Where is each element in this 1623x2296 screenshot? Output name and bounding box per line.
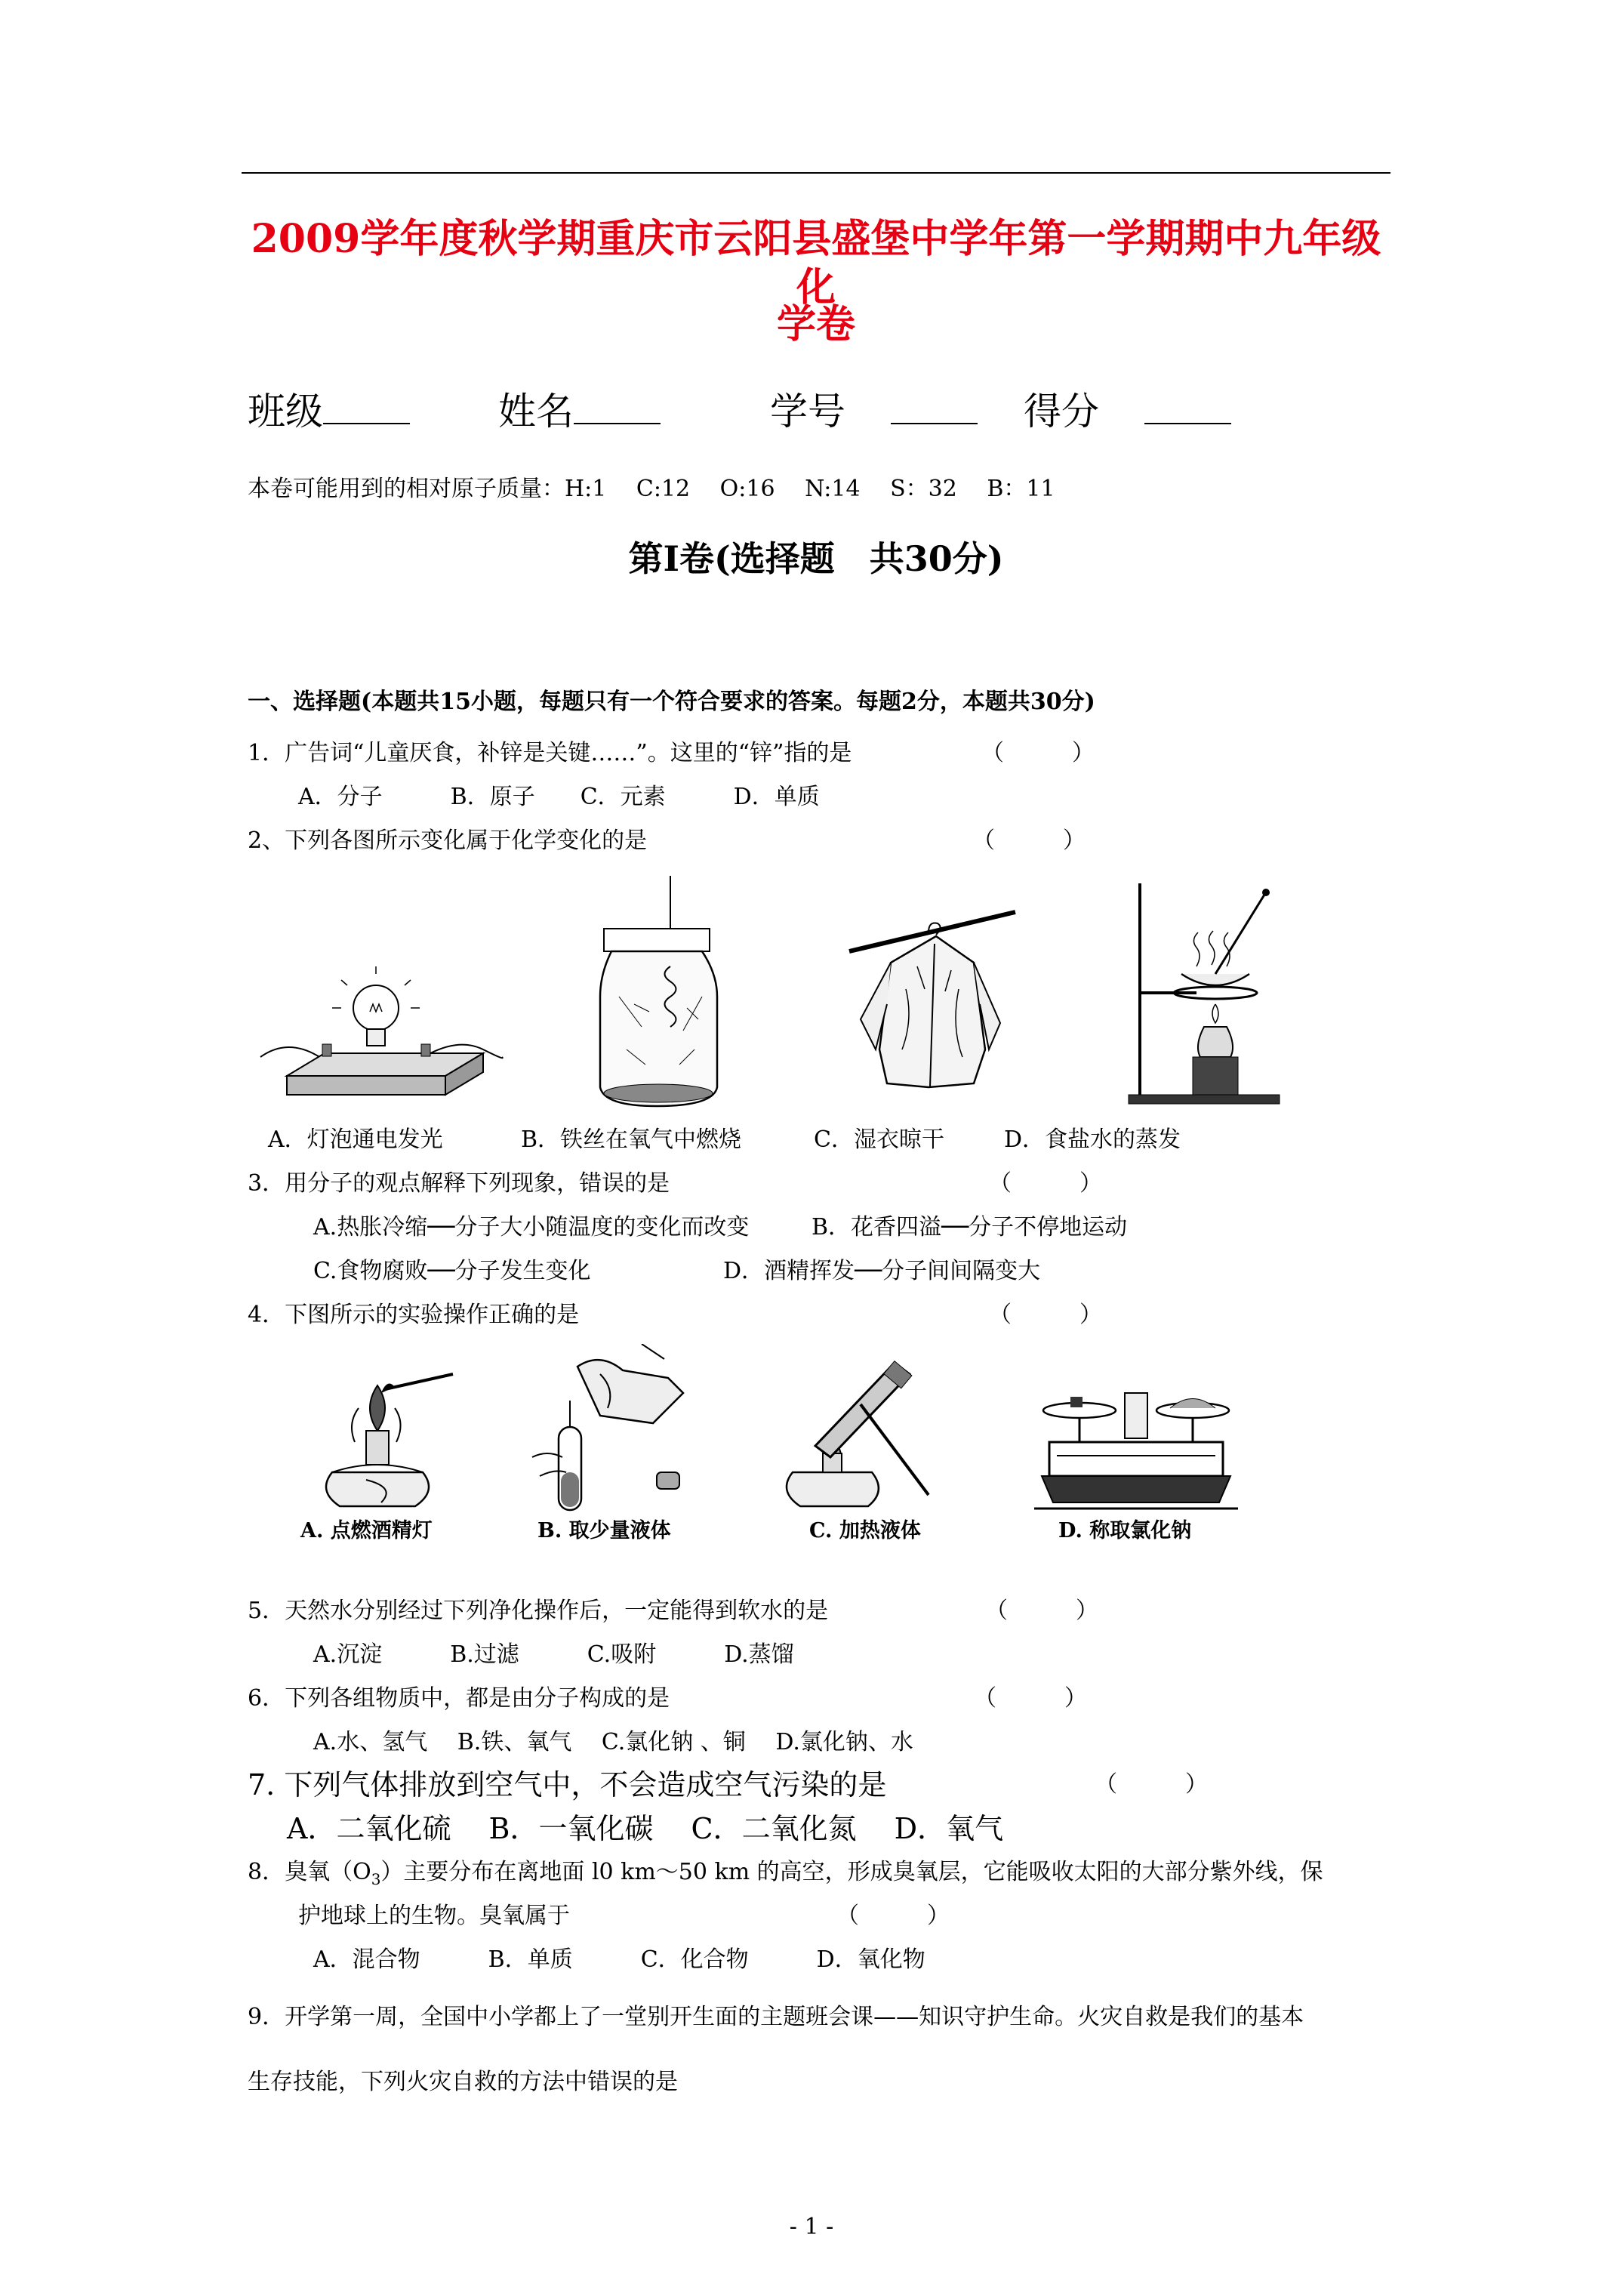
id-field: 学号 bbox=[770, 385, 978, 438]
q6-options: A.水、氢气 B.铁、氧气 C.氯化钠 、铜 D.氯化钠、水 bbox=[313, 1729, 913, 1755]
light-bulb-board-icon bbox=[257, 966, 506, 1110]
pouring-liquid-icon bbox=[517, 1344, 698, 1518]
salt-water-evaporation-icon bbox=[1125, 883, 1283, 1110]
q2-caption-a: A．灯泡通电发光 bbox=[268, 1126, 443, 1153]
q4-caption-a: A. 点燃酒精灯 bbox=[300, 1519, 433, 1542]
q1-stem: 1．广告词“儿童厌食，补锌是关键……”。这里的“锌”指的是 bbox=[248, 740, 852, 766]
exam-title-line1: 2009学年度秋学期重庆市云阳县盛堡中学年第一学期期中九年级化 bbox=[251, 216, 1381, 310]
q2-caption-c: C．湿衣晾干 bbox=[814, 1126, 944, 1153]
q1-options: A．分子 B．原子 C．元素 D．单质 bbox=[298, 784, 820, 810]
name-blank bbox=[574, 385, 661, 424]
q5-stem: 5．天然水分别经过下列净化操作后，一定能得到软水的是 bbox=[248, 1598, 829, 1624]
q4-caption-c: C. 加热液体 bbox=[809, 1519, 921, 1542]
balance-scale-icon bbox=[1034, 1389, 1238, 1518]
q3-stem: 3．用分子的观点解释下列现象，错误的是 bbox=[248, 1170, 670, 1197]
q7-answer-paren: （ ） bbox=[1095, 1771, 1208, 1798]
q9-stem-line2: 生存技能，下列火灾自救的方法中错误的是 bbox=[248, 2069, 678, 2095]
q3-option-a: A.热胀冷缩──分子大小随温度的变化而改变 bbox=[313, 1214, 750, 1240]
q8-stem-line2: 护地球上的生物。臭氧属于 bbox=[298, 1903, 570, 1929]
page-number: - 1 - bbox=[789, 2214, 834, 2240]
heating-test-tube-icon bbox=[770, 1351, 944, 1518]
q3-answer-paren: （ ） bbox=[989, 1170, 1102, 1197]
q4-caption-b: B. 取少量液体 bbox=[537, 1519, 671, 1542]
q2-stem: 2、下列各图所示变化属于化学变化的是 bbox=[248, 827, 648, 854]
score-blank bbox=[1144, 385, 1231, 424]
q3-option-c: C.食物腐败──分子发生变化 bbox=[313, 1258, 591, 1284]
alcohol-lamp-lighting-icon bbox=[310, 1359, 460, 1518]
q2-caption-b: B．铁丝在氧气中燃烧 bbox=[521, 1126, 742, 1153]
q9-stem-line1: 9．开学第一周，全国中小学都上了一堂别开生面的主题班会课——知识守护生命。火灾自救是我们的基本 bbox=[248, 2004, 1304, 2030]
id-blank bbox=[891, 385, 978, 424]
header-rule bbox=[242, 172, 1390, 174]
q4-answer-paren: （ ） bbox=[989, 1302, 1102, 1328]
q8-answer-paren: （ ） bbox=[836, 1903, 950, 1929]
exam-title-line2: 学卷 bbox=[776, 301, 855, 347]
q5-answer-paren: （ ） bbox=[985, 1598, 1098, 1624]
wet-clothes-drying-icon bbox=[845, 898, 1019, 1102]
q1-answer-paren: （ ） bbox=[981, 740, 1095, 766]
q5-options: A.沉淀 B.过滤 C.吸附 D.蒸馏 bbox=[313, 1641, 794, 1668]
part-heading: 一、选择题(本题共15小题，每题只有一个符合要求的答案。每题2分，本题共30分) bbox=[248, 689, 1095, 715]
q3-option-d: D．酒精挥发──分子间间隔变大 bbox=[723, 1258, 1041, 1284]
q6-answer-paren: （ ） bbox=[974, 1685, 1087, 1712]
q6-stem: 6．下列各组物质中，都是由分子构成的是 bbox=[248, 1685, 670, 1712]
q4-caption-d: D. 称取氯化钠 bbox=[1058, 1519, 1192, 1542]
atomic-masses: 本卷可能用到的相对原子质量：H:1 C:12 O:16 N:14 S：32 B：11 bbox=[248, 476, 1055, 502]
q8-stem-line1: 8．臭氧$(O_3)$主要分布在离地面 l0 km～50 km 的高空，形成臭氧层，它能吸收太阳的大部分紫外线，保 bbox=[248, 1859, 1323, 1888]
q2-caption-d: D．食盐水的蒸发 bbox=[1004, 1126, 1181, 1153]
q7-options: A．二氧化硫 B．一氧化碳 C．二氧化氮 D．氧气 bbox=[287, 1812, 1004, 1845]
name-field: 姓名 bbox=[498, 385, 661, 438]
iron-wire-oxygen-jar-icon bbox=[589, 876, 740, 1117]
class-field: 班级 bbox=[248, 385, 410, 438]
q7-stem: 7. 下列气体排放到空气中，不会造成空气污染的是 bbox=[248, 1768, 887, 1801]
q8-options: A．混合物 B．单质 C．化合物 D．氧化物 bbox=[313, 1946, 925, 1973]
class-blank bbox=[323, 385, 410, 424]
q3-option-b: B．花香四溢──分子不停地运动 bbox=[812, 1214, 1128, 1240]
section-title: 第Ⅰ卷(选择题 共30分) bbox=[628, 538, 1004, 579]
score-field: 得分 bbox=[1024, 385, 1231, 438]
q4-stem: 4．下图所示的实验操作正确的是 bbox=[248, 1302, 580, 1328]
q2-answer-paren: （ ） bbox=[972, 827, 1086, 854]
